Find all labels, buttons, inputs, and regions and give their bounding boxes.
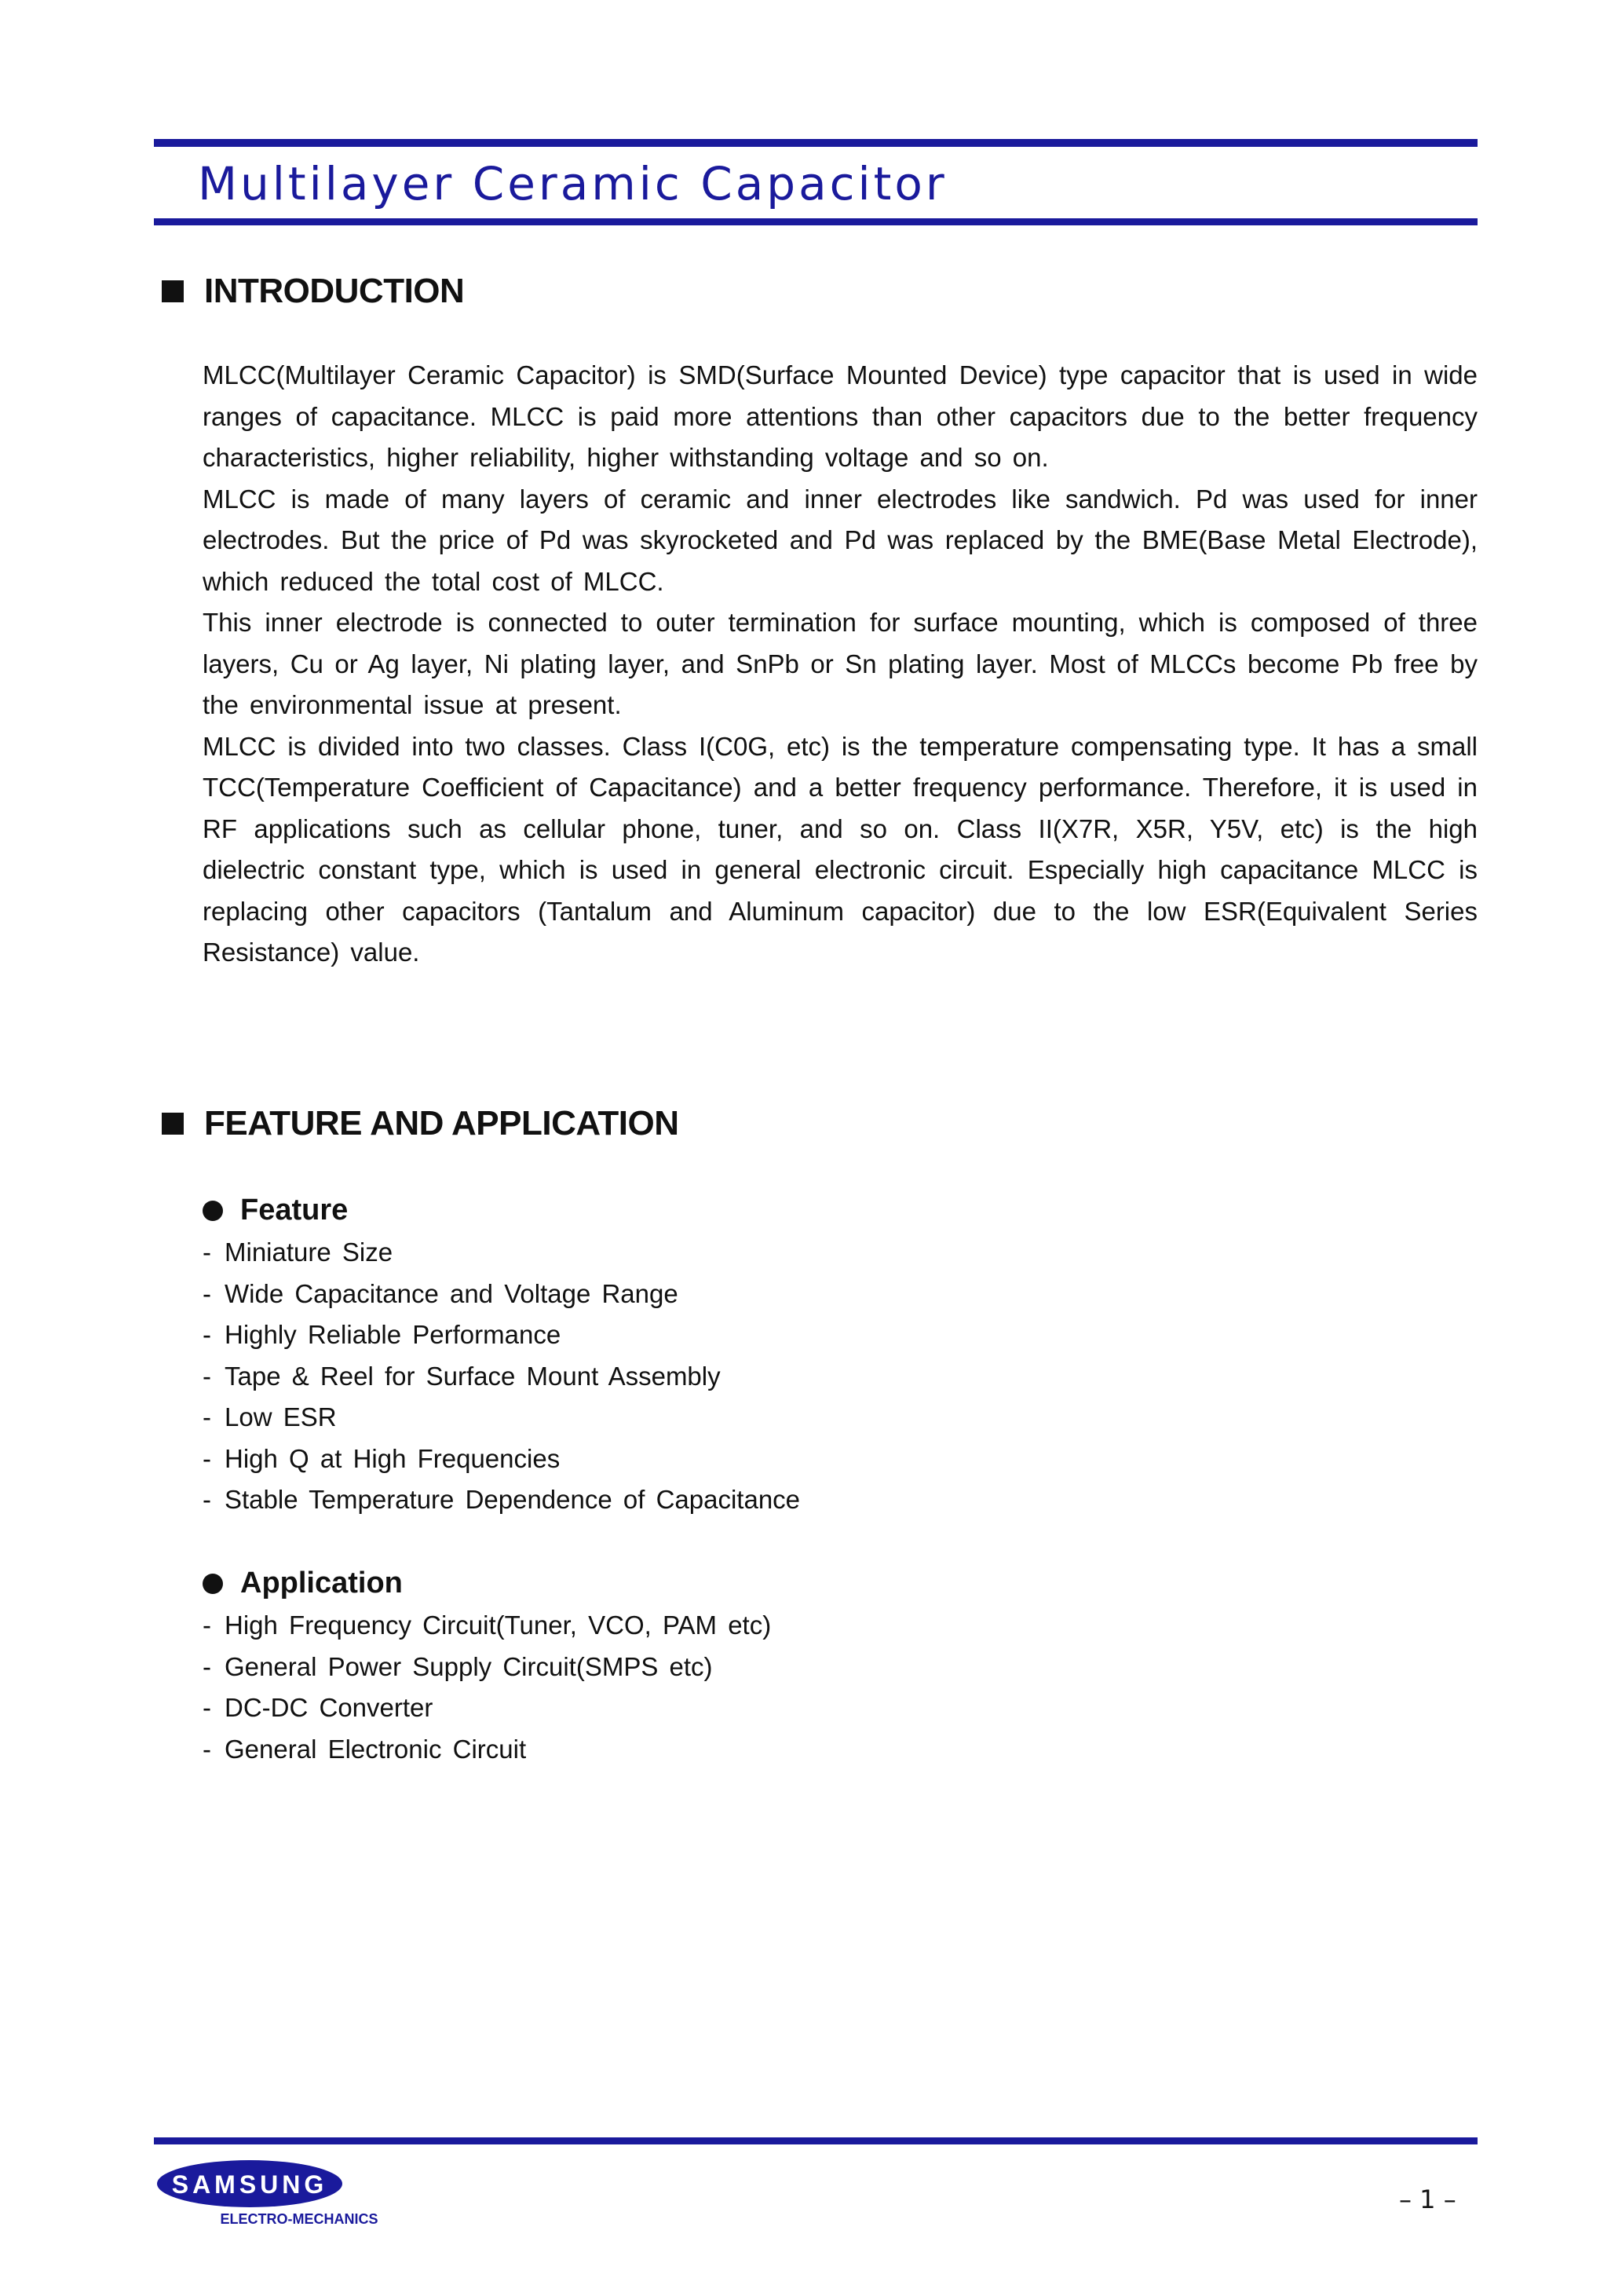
list-item: - General Electronic Circuit — [203, 1734, 527, 1764]
list-item: - DC-DC Converter — [203, 1693, 433, 1722]
list-item: - Miniature Size — [203, 1238, 393, 1267]
intro-paragraph: MLCC is divided into two classes. Class I(C0G, etc) is the temperature compensating type. It has a small TCC(Temperature Coefficient of Capacitance) and a better frequency performance. Therefore, it is used in RF applications such as cellular phone, tuner, and so on. Class II(X7R, X5R, Y5V, etc) is the high dielectric constant type, which is used in general electronic circuit. Especially high capacitance MLCC is replacing other capacitors (Tantalum and Aluminum capacitor) due to the low ESR(Equivalent Series Resistance) value. — [203, 731, 1478, 967]
intro-paragraph: MLCC(Multilayer Ceramic Capacitor) is SMD(Surface Mounted Device) type capacitor that is used in wide ranges of capacitance. MLCC is paid more attentions than other capacitors due to the better frequency characteristics, higher reliability, higher withstanding voltage and so on. — [203, 360, 1478, 472]
list-item: - High Q at High Frequencies — [203, 1443, 561, 1473]
list-item: - Highly Reliable Performance — [203, 1320, 561, 1349]
samsung-logo — [155, 2158, 462, 2228]
list-item: - High Frequency Circuit(Tuner, VCO, PAM etc) — [203, 1610, 772, 1640]
intro-paragraph: MLCC is made of many layers of ceramic and inner electrodes like sandwich. Pd was used for inner electrodes. But the price of Pd was skyrocketed and Pd was replaced by the BME(Base Metal Electrode), which reduced the total cost of MLCC. — [203, 484, 1478, 596]
intro-paragraph: This inner electrode is connected to outer termination for surface mounting, which is composed of three layers, Cu or Ag layer, Ni plating layer, and SnPb or Sn plating layer. Most of MLCCs become Pb free by the environmental issue at present. — [203, 608, 1478, 719]
page-number: – 1 – — [1399, 2184, 1456, 2214]
circle-bullet-icon — [203, 1201, 223, 1221]
list-item: - Stable Temperature Dependence of Capacitance — [203, 1485, 801, 1514]
circle-bullet-icon — [203, 1574, 223, 1594]
section-heading-feature-application — [162, 1104, 678, 1143]
feature-list — [203, 1232, 800, 1521]
footer-rule — [154, 2137, 1478, 2144]
application-list — [203, 1605, 771, 1770]
subheading-text: Application — [240, 1567, 403, 1600]
document-title: Multilayer Ceramic Capacitor — [198, 157, 948, 210]
logo-subtext: ELECTRO-MECHANICS — [220, 2211, 378, 2227]
list-item: - Low ESR — [203, 1402, 337, 1431]
subheading-application — [203, 1567, 403, 1600]
section-heading-text: FEATURE AND APPLICATION — [204, 1104, 679, 1143]
header-bottom-rule — [154, 218, 1478, 225]
logo-wordmark: SAMSUNG — [171, 2170, 328, 2199]
section-heading-introduction — [162, 272, 464, 311]
section-heading-text: INTRODUCTION — [204, 272, 465, 310]
subheading-feature — [203, 1194, 348, 1227]
subheading-text: Feature — [240, 1194, 349, 1227]
list-item: - General Power Supply Circuit(SMPS etc) — [203, 1651, 713, 1681]
header-top-rule — [154, 139, 1478, 147]
square-bullet-icon — [162, 1113, 184, 1135]
list-item: - Wide Capacitance and Voltage Range — [203, 1278, 678, 1308]
square-bullet-icon — [162, 280, 184, 302]
introduction-body — [203, 355, 1478, 974]
list-item: - Tape & Reel for Surface Mount Assembly — [203, 1361, 721, 1391]
